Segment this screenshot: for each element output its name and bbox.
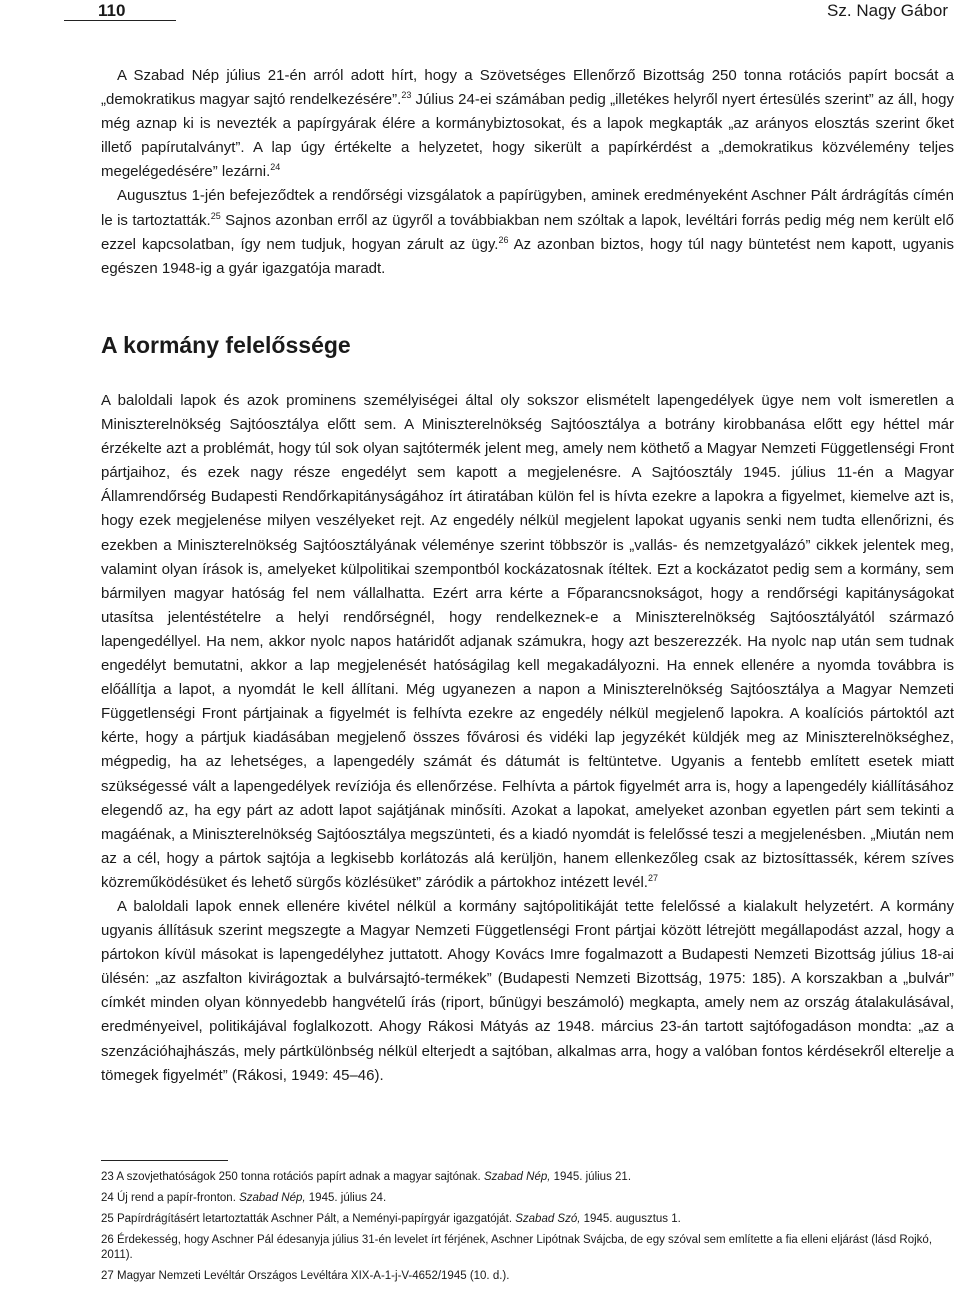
intro-paragraph-2 xyxy=(101,184,954,280)
footnote-ref-25[interactable]: 25 xyxy=(210,210,221,221)
intro-section xyxy=(101,64,954,281)
intro-paragraph-1 xyxy=(101,64,954,184)
footnote-24 xyxy=(101,1191,954,1206)
footnote-date: 1945. július 21. xyxy=(550,1171,632,1183)
footnote-source: Szabad Nép, xyxy=(483,1171,551,1183)
footnotes xyxy=(101,1170,954,1290)
text-run: Az azonban biztos, hogy túl nagy büntetést nem kapott, ugyanis egészen 1948-ig a gyár igazgatója maradt. xyxy=(101,235,954,277)
main-paragraph-2: A baloldali lapok ennek ellenére kivétel nélkül a kormány sajtópolitikáját tette felelőssé a kialakult helyzetért. A kormány ugyanis állításuk szerint megszegte a Magyar Nemzeti Függetlenségi Front pártjai között létrejött megállapodást azzal, hogy a pártokon kívül másokat is lapengedélyhez juttatott. Ahogy Kovács Imre fogalmazott a Budapesti Nemzeti Bizottság július 18-ai ülésén: „az aszfalton kivirágoztak a bulvársajtó-termékek” (Budapesti Nemzeti Bizottság, 1975: 185). A korszakban a „bulvár” címkét minden olyan könnyedebb hangvételű írás (riport, bűnügyi beszámoló) megkapta, amely nem az ország átalakulásával, eredményeivel, politikájával foglalkozott. Ahogy Rákosi Mátyás az 1948. március 23-án tartott sajtófogadáson mondta: „az a szenzációhajhászás, mely pártkülönbség nélkül elterjedt a sajtóban, alkalmas arra, hogy a valóban fontos kérdésekről elterelje a tömegek figyelmét” (Rákosi, 1949: 45–46). xyxy=(101,897,954,1084)
footnote-text: 24 Új rend a papír-fronton. xyxy=(101,1192,240,1204)
main-paragraph-1 xyxy=(101,389,954,895)
text-run: Augusztus 1-jén befejeződtek a rendőrségi vizsgálatok a papírügyben, aminek eredményeként Aschner Pált árdrágítás címén le is tartoztatták. xyxy=(101,187,954,229)
footnote-ref-27[interactable]: 27 xyxy=(647,872,658,883)
footnote-ref-24[interactable]: 24 xyxy=(270,162,281,173)
main-section xyxy=(101,389,954,1088)
footnote-source: Szabad Nép, xyxy=(239,1192,306,1204)
page-header xyxy=(0,0,960,26)
footnote-ref-26[interactable]: 26 xyxy=(498,234,509,245)
running-head: Sz. Nagy Gábor xyxy=(827,1,948,20)
text-run: Sajnos azonban erről az ügyről a továbbiakban nem szóltak a lapok, levéltári forrás pedig még nem került elő ezzel kapcsolatban, így nem tudjuk, hogyan zárult az ügy. xyxy=(101,211,954,253)
footnote-text: 26 Érdekesség, hogy Aschner Pál édesanyja július 31-én levelet írt férjének, Aschner Lipótnak Svájcba, de egy szóval sem említette a fia elleni eljárást (lásd Rojkó, 2011). xyxy=(101,1234,933,1261)
text-run: Július 24-ei számában pedig „illetékes helyről nyert értesülés szerint” az áll, hogy még aznap ki is nevezték a papírgyárak élére a kormánybiztosokat, és a lapok megkapták „az arányos elosztás szerint őket illető papírutalványt”. A lap úgy értékelte a helyzetet, hogy sikerült a papírkérdést a „demokratikus közvélemény teljes megelégedésére” lezárni. xyxy=(101,91,954,181)
footnote-text: 23 A szovjethatóságok 250 tonna rotációs papírt adnak a magyar sajtónak. xyxy=(101,1171,484,1183)
section-heading: A kormány felelőssége xyxy=(101,332,351,358)
footnote-text: 27 Magyar Nemzeti Levéltár Országos Levéltára XIX-A-1-j-V-4652/1945 (10. d.). xyxy=(101,1270,510,1282)
footnote-ref-23[interactable]: 23 xyxy=(401,90,412,101)
footnote-date: 1945. július 24. xyxy=(305,1192,387,1204)
footnote-23 xyxy=(101,1170,954,1185)
footnote-27 xyxy=(101,1269,954,1284)
text-run: A Szabad Nép július 21-én arról adott hírt, hogy a Szövetséges Ellenőrző Bizottság 250 tonna rotációs papírt bocsát a „demokratikus magyar sajtó rendelkezésére”. xyxy=(101,67,954,109)
footnote-text: 25 Papírdrágításért letartoztatták Aschner Pált, a Neményi-papírgyár igazgatóját. xyxy=(101,1213,516,1225)
footnote-25 xyxy=(101,1212,954,1227)
text-run: A baloldali lapok és azok prominens személyiségei által oly sokszor elismételt lapengedélyek ügye nem volt ismeretlen a Miniszterelnökség Sajtóosztálya előtt sem. A Miniszterelnökség Sajtóosztálya a botrány kirobbanása előtt egy héttel már érzékelte azt a problémát, hogy túl sok olyan sajtótermék jelent meg, amely nem köthető a Magyar Nemzeti Függetlenségi Front pártjaihoz, és ezek nagy része engedélyt sem kapott a megjelenésre. A Sajtóosztály 1945. július 11-én a Magyar Államrendőrség Budapesti Rendőrkapitányságához írt átiratában külön fel is hívta ezekre a lapokra a figyelmet, kiemelve azt is, hogy ezek megjelenése milyen veszélyeket rejt. Az engedély nélkül megjelent lapokat ugyanis senki nem tudta ellenőrizni, és ezekben a Miniszterelnökség Sajtóosztályának véleménye szerint többször is „vallás- és nemzetgyalázó” cikkek jelentek meg, valamint olyan írások is, amelyeket külpolitikai szempontból kockázatosnak ítéltek. Ezt a kockázatot pedig sem a kormány, sem bármilyen magyar hatóság fel nem vállalhatta. Ezért arra kérte a Főparancsnokságot, hogy a rendőrségi kapitányságokat utasítsa jelentéstételre a helyi rendőrségnél, hogy rendelkeznek-e a Miniszterelnökség Sajtóosztályától származó lapengedéllyel. Ha nem, akkor nyolc napos határidőt adjanak számukra, hogy azt beszerezzék. Ha nyolc nap után sem tudnak engedélyt bemutatni, akkor a lap megjelenését hatóságilag kell megakadályozni. Ha ennek ellenére a nyomda továbbra is előállítja a lapot, a nyomdát le kell állítani. Még ugyanezen a napon a Miniszterelnökség Sajtóosztálya a Magyar Nemzeti Függetlenségi Front pártjainak a figyelmét is felhívta ezekre az engedély nélkül megjelenő lapokra. A koalíciós pártoktól azt kérte, hogy a pártjuk kiadásában megjelenő összes fővárosi és vidéki lap jegyzékét küldjék meg az Miniszterelnökséghez, mégpedig, ha az lehetséges, a lapengedély számát és dátumát is feltüntetve. Ugyanis a fentebb említett esetek miatt szükségessé vált a lapengedélyek revíziója és ellenőrzése. Felhívta a pártok figyelmét arra is, hogy a lapengedély kiállításához elegendő az, ha egy párt az adott lapot sajátjának minősíti. Azokat a lapokat, amelyeket azonban egyetlen párt sem tekinti a magáénak, a Miniszterelnökség Sajtóosztálya megszünteti, és a kiadó nyomdát is felelőssé teszi a megjelenésben. „Miután nem az a cél, hogy a pártok sajtója a legkisebb korlátozás alá kerüljön, hanem ellenkezőleg csak az biztosíttassék, kérem szíves közreműködésüket és lehető sürgős közlésüket” záródik a pártokhoz intézett levél. xyxy=(101,392,954,891)
footnote-26 xyxy=(101,1233,954,1263)
footnote-separator xyxy=(101,1160,228,1161)
page-number: 110 xyxy=(98,1,126,20)
header-rule xyxy=(64,20,176,21)
footnote-source: Szabad Szó, xyxy=(515,1213,581,1225)
footnote-date: 1945. augusztus 1. xyxy=(580,1213,681,1225)
